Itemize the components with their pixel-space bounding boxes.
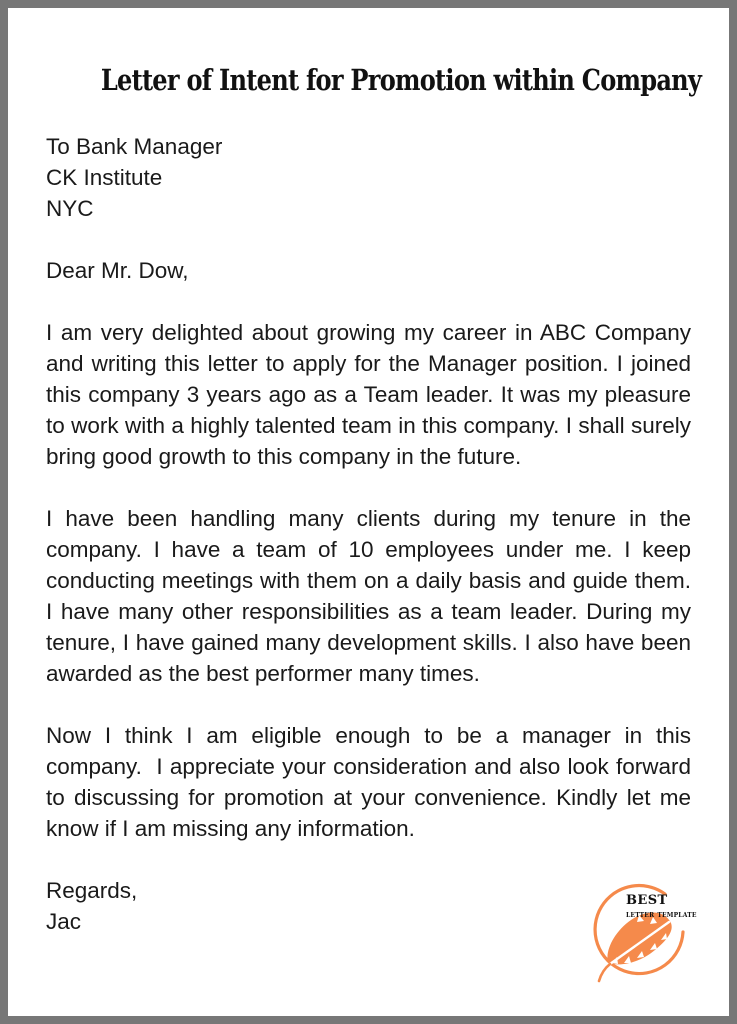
address-line-organization: CK Institute (46, 165, 163, 191)
body-paragraph-2: I have been handling many clients during my tenure in the company. I have a team of 10 employees under me. I keep conducting meetings with them on a daily basis and guide them. I have many other responsibilities as a team leader. During my tenure, I have gained many development skills. I also have been awarded as the best performer many times. (46, 506, 698, 687)
logo-graphic (579, 878, 703, 998)
logo-word-best: best (626, 887, 668, 909)
signoff-closing: Regards, (46, 878, 138, 904)
recipient-address-block (46, 131, 691, 224)
logo-word-letter-template: letter template (626, 909, 697, 919)
body-paragraph-3: Now I think I am eligible enough to be a manager in this company. I appreciate your consideration and also look forward to discussing for promotion at your convenience. Kindly let me know if I am missing any information. (46, 723, 698, 842)
page-content-area (8, 8, 729, 1016)
address-line-city: NYC (46, 196, 94, 222)
salutation: Dear Mr. Dow, (46, 258, 189, 284)
best-letter-template-logo (579, 878, 703, 998)
body-paragraph-1: I am very delighted about growing my career in ABC Company and writing this letter to apply for the Manager position. I joined this company 3 years ago as a Team leader. It was my pleasure to work with a highly talented team in this company. I shall surely bring good growth to this company in the future. (46, 320, 698, 470)
address-line-recipient: To Bank Manager (46, 134, 223, 160)
signoff-name: Jac (46, 909, 82, 935)
page-title: Letter of Intent for Promotion within Company (100, 63, 702, 97)
feather-icon (599, 912, 672, 981)
letter-body (46, 97, 698, 937)
